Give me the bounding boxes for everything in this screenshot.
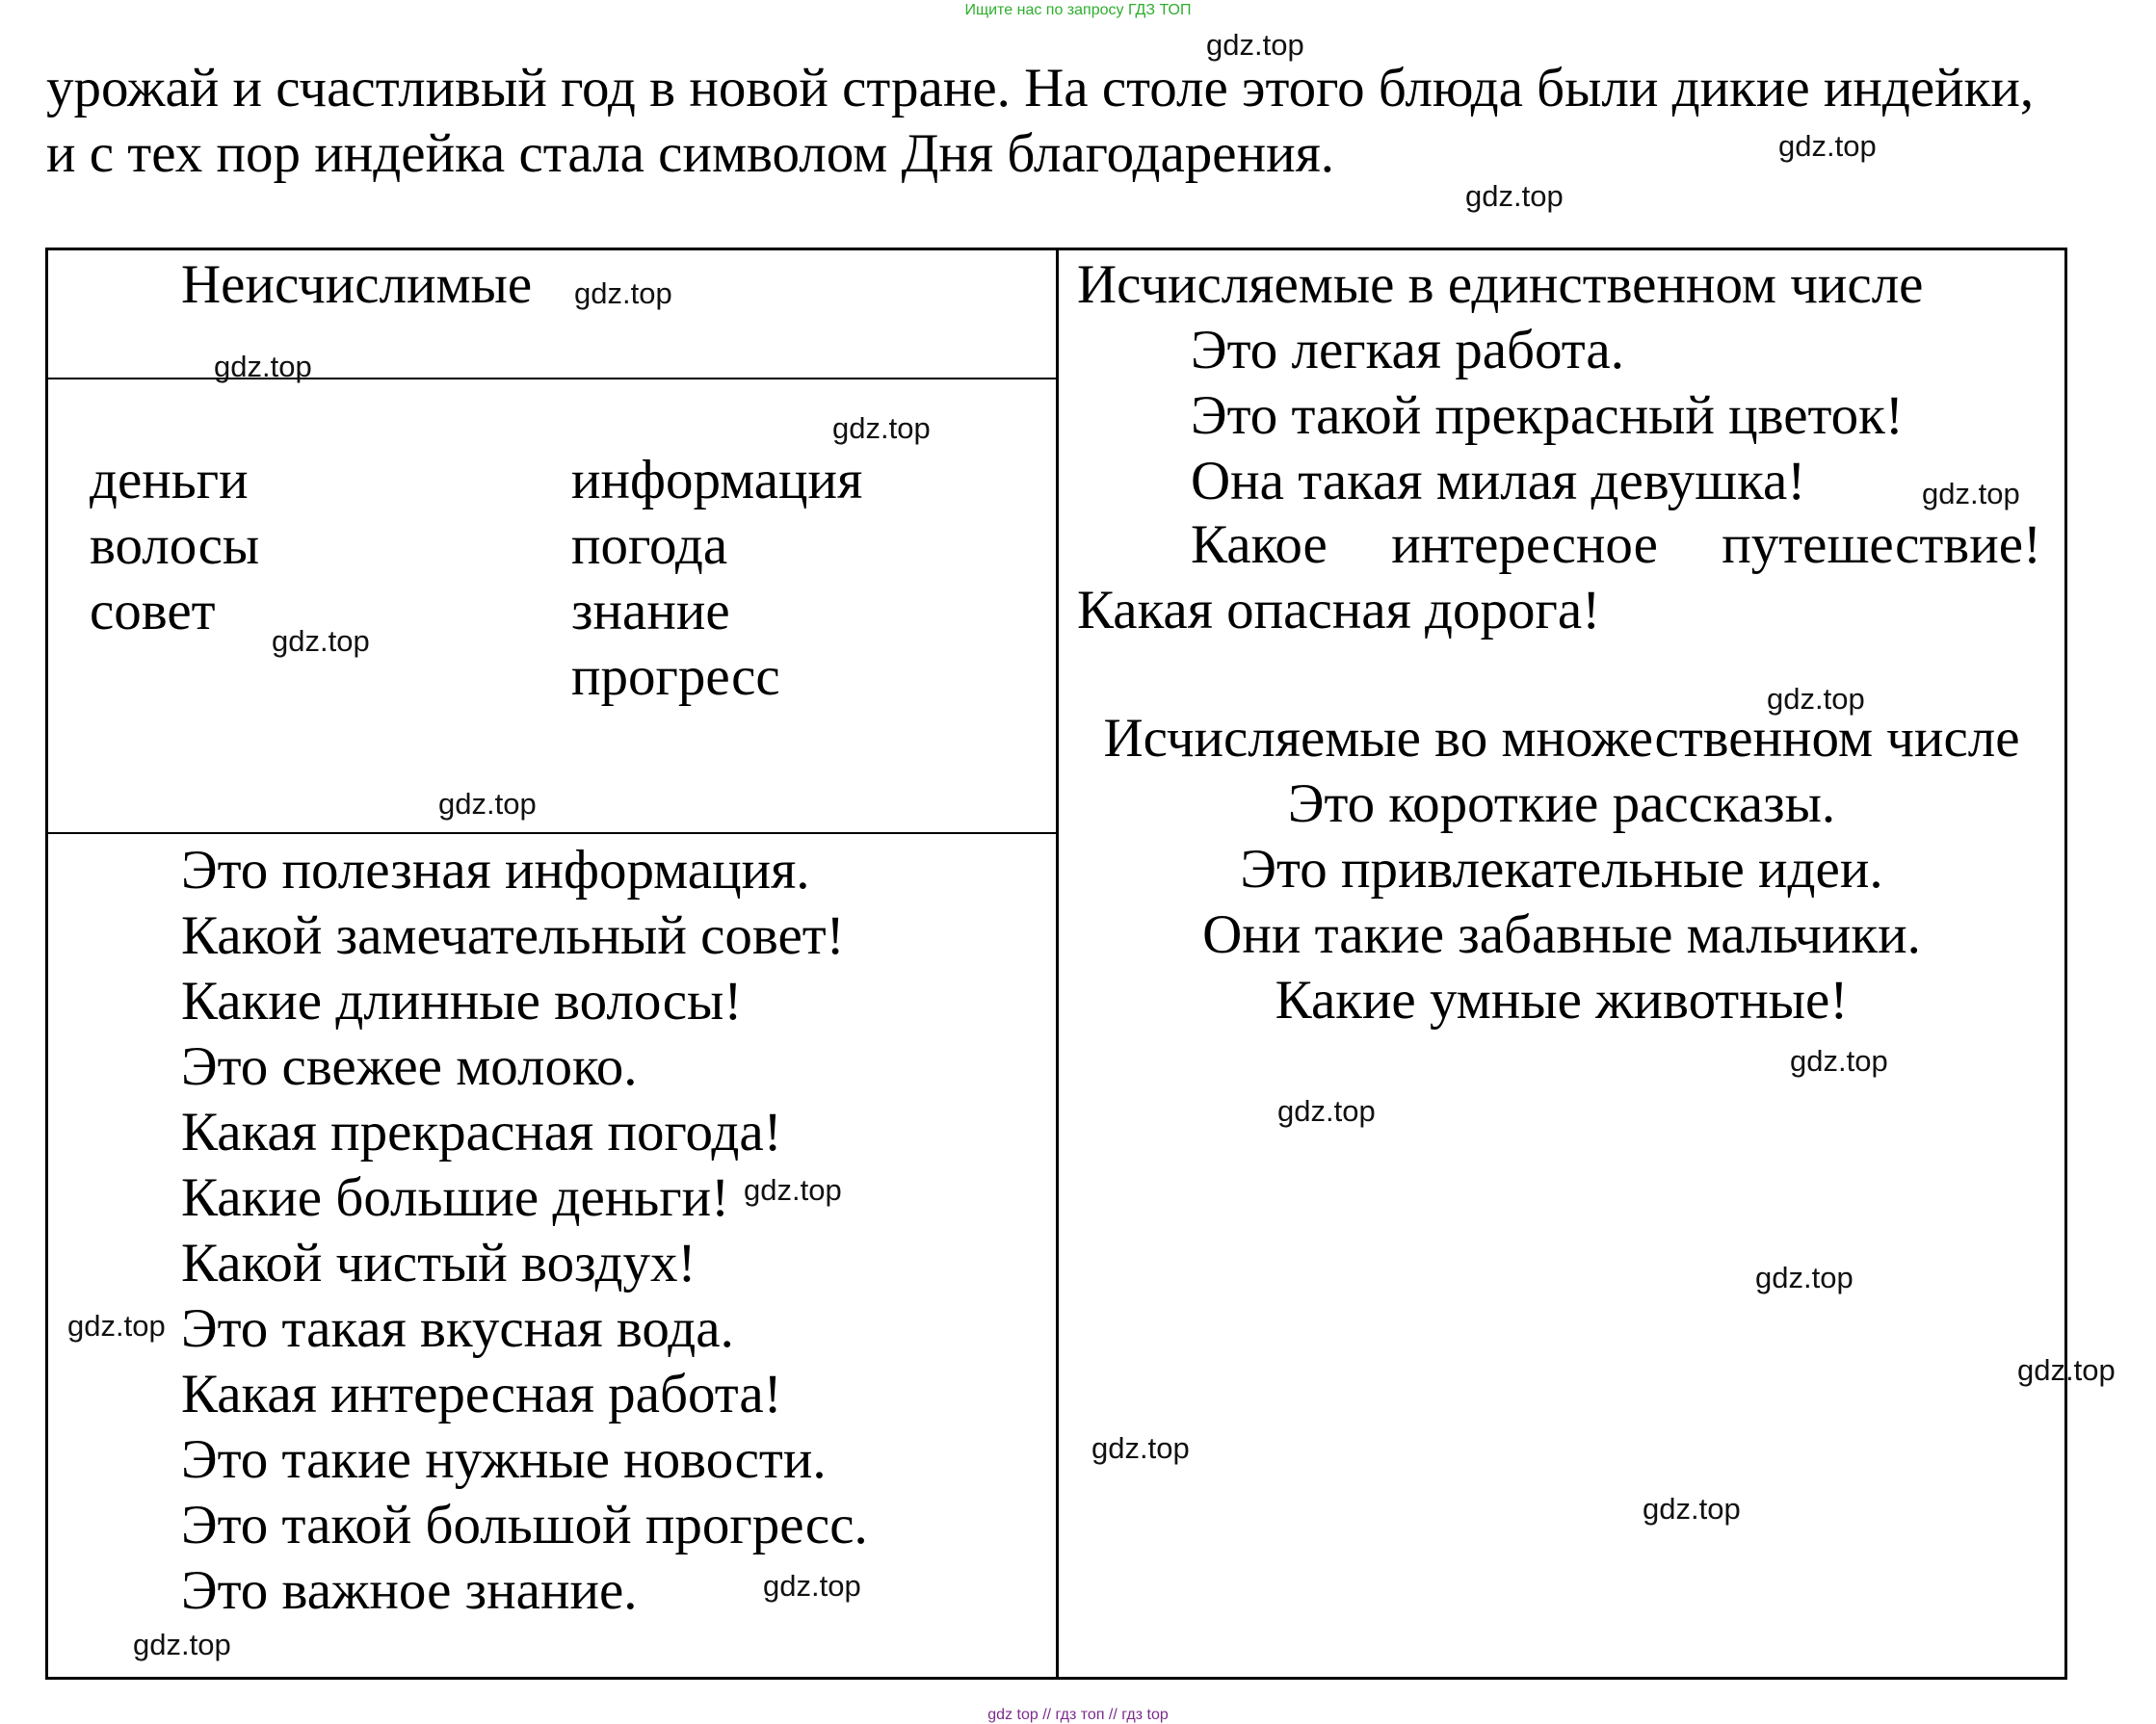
- watermark: gdz.top: [1206, 28, 1304, 62]
- countable-plural-heading: Исчисляемые во множественном числе: [1103, 708, 2020, 769]
- word-item: знание: [571, 581, 730, 641]
- word-item: деньги: [90, 450, 249, 510]
- watermark: gdz.top: [1091, 1431, 1190, 1465]
- top-banner: Ищите нас по запросу ГДЗ ТОП: [964, 2, 1192, 18]
- example-sentence: Это короткие рассказы.: [1287, 773, 1836, 834]
- intro-line-1: урожай и счастливый год в новой стране. На столе этого блюда были дикие индейки,: [46, 58, 2035, 118]
- word-item: информация: [571, 450, 863, 510]
- watermark: gdz.top: [1755, 1261, 1854, 1294]
- table-divider-words: [45, 832, 1058, 834]
- example-sentence: Какие большие деньги!: [181, 1167, 730, 1228]
- example-sentence: Какой чистый воздух!: [181, 1233, 697, 1293]
- example-sentence: Это такой большой прогресс.: [181, 1495, 868, 1555]
- watermark: gdz.top: [832, 411, 931, 445]
- watermark: gdz.top: [133, 1628, 231, 1661]
- example-sentence: Какие умные животные!: [1275, 970, 1849, 1031]
- example-sentence: Это важное знание.: [181, 1560, 638, 1621]
- watermark: gdz.top: [438, 787, 537, 821]
- example-sentence: Это такая вкусная вода.: [181, 1298, 734, 1359]
- watermark: gdz.top: [214, 350, 312, 383]
- word-item: волосы: [90, 515, 260, 576]
- table-border-right: [2064, 248, 2067, 1680]
- watermark: gdz.top: [1778, 129, 1877, 163]
- watermark: gdz.top: [1465, 179, 1564, 213]
- table-border-left: [45, 248, 48, 1680]
- watermark: gdz.top: [1922, 477, 2020, 510]
- countable-singular-examples: [1191, 318, 1904, 514]
- example-sentence: Это такой прекрасный цветок!: [1191, 385, 1904, 446]
- watermark: gdz.top: [67, 1309, 166, 1343]
- word-list-left: [90, 448, 259, 644]
- word-item: совет: [90, 581, 216, 641]
- example-sentence: Это такие нужные новости.: [181, 1429, 827, 1490]
- uncountable-examples: [181, 838, 868, 1624]
- example-sentence: Она такая милая девушка!: [1191, 451, 1806, 511]
- watermark: gdz.top: [574, 276, 672, 310]
- example-sentence-justified: Какое интересное путешествие!: [1191, 514, 2041, 575]
- word-item: погода: [571, 515, 728, 576]
- example-sentence: Это привлекательные идеи.: [1240, 839, 1883, 900]
- countable-plural-examples: [1059, 771, 2064, 1033]
- watermark: gdz.top: [2017, 1353, 2116, 1387]
- example-sentence: Какие длинные волосы!: [181, 971, 743, 1032]
- watermark: gdz.top: [272, 624, 370, 658]
- word-list-right: [571, 448, 862, 710]
- example-sentence: Они такие забавные мальчики.: [1202, 904, 1921, 965]
- watermark: gdz.top: [763, 1569, 861, 1603]
- table-divider-heading: [45, 378, 1058, 379]
- intro-line-2: и с тех пор индейка стала символом Дня благодарения.: [46, 123, 1335, 184]
- watermark: gdz.top: [1790, 1044, 1888, 1078]
- example-sentence: Какая опасная дорога!: [1077, 580, 1601, 640]
- footer-watermark: gdz top // гдз топ // гдз top: [987, 1707, 1169, 1723]
- watermark: gdz.top: [1277, 1094, 1376, 1128]
- example-sentence: Это легкая работа.: [1191, 320, 1624, 380]
- uncountable-heading: Неисчислимые: [181, 254, 533, 315]
- watermark: gdz.top: [1767, 682, 1865, 716]
- example-sentence: Какая прекрасная погода!: [181, 1102, 782, 1162]
- example-sentence: Какая интересная работа!: [181, 1364, 782, 1424]
- watermark: gdz.top: [744, 1173, 842, 1207]
- word-item: прогресс: [571, 646, 780, 707]
- watermark: gdz.top: [1643, 1492, 1741, 1526]
- countable-singular-heading: Исчисляемые в единственном числе: [1077, 254, 1924, 315]
- example-sentence: Это свежее молоко.: [181, 1036, 638, 1097]
- example-sentence: Какой замечательный совет!: [181, 905, 845, 966]
- example-sentence: Это полезная информация.: [181, 840, 810, 901]
